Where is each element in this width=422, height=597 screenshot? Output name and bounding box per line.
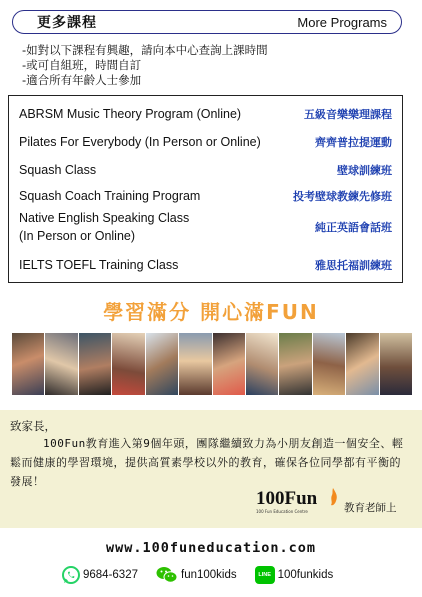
contact-bar xyxy=(62,566,351,584)
letter-panel xyxy=(0,410,422,528)
section-title-en: More Programs xyxy=(297,14,387,30)
slogan: 學習滿分 開心滿FUN xyxy=(103,300,319,324)
program-name-en: Squash Coach Training Program xyxy=(19,189,201,203)
whatsapp-number: 9684-6327 xyxy=(83,569,138,581)
program-name-zh: 壁球訓練班 xyxy=(337,164,392,177)
contact-wechat[interactable] xyxy=(156,566,237,584)
letter-body: 100Fun教育進入第9個年頭，團隊繼續致力為小朋友創造一個安全、輕鬆而健康的學習環境，提供高質素學校以外的教育，確保各位同學都有平衡的發展！ xyxy=(10,437,404,488)
photo-2 xyxy=(45,333,77,395)
photo-strip xyxy=(12,333,412,395)
note-line: -如對以下課程有興趣，請向本中心查詢上課時間 xyxy=(22,43,268,57)
program-name-zh: 雅思托福訓練班 xyxy=(315,259,392,272)
wechat-id: fun100kids xyxy=(181,569,237,581)
program-name-en: ABRSM Music Theory Program (Online) xyxy=(19,107,242,121)
program-item xyxy=(19,209,392,245)
website-link[interactable]: www.100funeducation.com xyxy=(106,540,316,556)
photo-11 xyxy=(346,333,378,395)
notes-list xyxy=(22,43,268,88)
program-name-en: Squash Class xyxy=(19,163,97,177)
program-name-zh: 投考壁球教練先修班 xyxy=(293,190,392,203)
section-header xyxy=(12,10,402,34)
program-item xyxy=(19,161,392,179)
program-name-en: Native English Speaking Class xyxy=(19,211,190,225)
photo-5 xyxy=(146,333,178,395)
letter-signature: 教育老師上 xyxy=(344,502,397,514)
program-name-zh: 純正英語會話班 xyxy=(315,221,392,234)
note-line: -或可自組班，時間自訂 xyxy=(22,58,142,72)
wechat-icon xyxy=(156,566,178,584)
flame-icon xyxy=(328,488,338,506)
photo-3 xyxy=(79,333,111,395)
program-item xyxy=(19,133,392,151)
contact-line[interactable] xyxy=(255,566,334,584)
program-item xyxy=(19,105,392,123)
contact-whatsapp[interactable] xyxy=(62,566,138,584)
photo-1 xyxy=(12,333,44,395)
photo-8 xyxy=(246,333,278,395)
photo-4 xyxy=(112,333,144,395)
whatsapp-icon xyxy=(62,566,80,584)
program-name-en: Pilates For Everybody (In Person or Online) xyxy=(19,135,261,149)
photo-10 xyxy=(313,333,345,395)
brand-logo-subtitle: 100 Fun Education Centre xyxy=(256,509,308,514)
line-icon-label: LINE xyxy=(258,572,271,578)
program-name-zh: 齊齊普拉提運動 xyxy=(315,136,392,149)
photo-9 xyxy=(279,333,311,395)
line-icon xyxy=(255,566,275,584)
program-name-en-block xyxy=(19,209,189,245)
section-title-zh: 更多課程 xyxy=(37,15,97,31)
note-line: -適合所有年齡人士參加 xyxy=(22,73,142,87)
program-name-en: IELTS TOEFL Training Class xyxy=(19,258,179,272)
program-list xyxy=(8,95,403,283)
photo-7 xyxy=(213,333,245,395)
letter-greeting: 致家長， xyxy=(10,419,56,433)
photo-6 xyxy=(179,333,211,395)
program-item xyxy=(19,187,392,205)
program-name-en-sub: (In Person or Online) xyxy=(19,229,136,243)
line-id: 100funkids xyxy=(277,569,334,581)
photo-12 xyxy=(380,333,412,395)
program-name-zh: 五級音樂樂理課程 xyxy=(304,108,392,121)
brand-logo: 100Fun xyxy=(256,488,318,509)
program-item xyxy=(19,256,392,274)
